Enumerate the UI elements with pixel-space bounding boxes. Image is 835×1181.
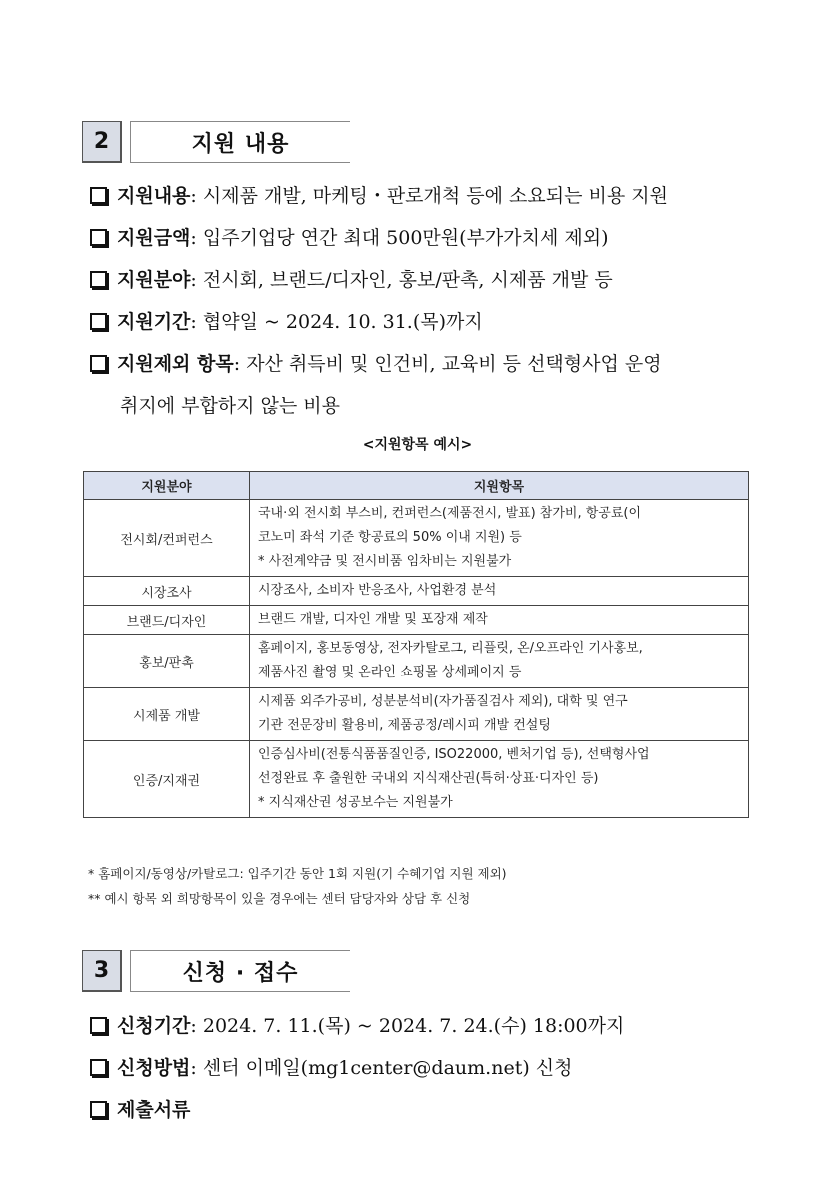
- checklist-item: [90, 266, 613, 294]
- items-line: * 사전계약금 및 전시비품 임차비는 지원불가: [258, 554, 512, 569]
- category-cell: 브랜드/디자인: [84, 606, 250, 635]
- item-label: 제출서류: [117, 1099, 191, 1121]
- column-header-category: 지원분야: [84, 472, 250, 500]
- checkbox-square-icon: [90, 1101, 107, 1118]
- checkbox-square-icon: [90, 229, 107, 246]
- checklist-item: [90, 1096, 190, 1124]
- item-label: 지원분야: [117, 269, 191, 291]
- category-cell: 전시회/컨퍼런스: [84, 500, 250, 577]
- item-label: 지원기간: [117, 311, 191, 333]
- checkbox-square-icon: [90, 355, 107, 372]
- item-continuation: 취지에 부합하지 않는 비용: [120, 395, 341, 417]
- items-line: 인증심사비(전통식품품질인증, ISO22000, 벤처기업 등), 선택형사업: [258, 747, 650, 762]
- table-row: [84, 635, 749, 688]
- item-label: 지원내용: [117, 185, 191, 207]
- table-row: [84, 577, 749, 606]
- category-cell: 시제품 개발: [84, 688, 250, 741]
- items-line: * 지식재산권 성공보수는 지원불가: [258, 795, 453, 810]
- checkbox-square-icon: [90, 271, 107, 288]
- table-header-row: [84, 472, 749, 500]
- table-note: * 홈페이지/동영상/카탈로그: 입주기간 동안 1회 지원(기 수혜기업 지원 제외): [88, 866, 507, 881]
- items-cell: [250, 635, 749, 688]
- items-cell: [250, 500, 749, 577]
- item-label: 신청방법: [117, 1057, 191, 1079]
- item-text: : 시제품 개발, 마케팅・판로개척 등에 소요되는 비용 지원: [190, 185, 668, 207]
- section-title: 지원 내용: [130, 121, 350, 163]
- section-number: 2: [82, 121, 122, 163]
- items-line: 코노미 좌석 기준 항공료의 50% 이내 지원) 등: [258, 530, 522, 545]
- checkbox-square-icon: [90, 313, 107, 330]
- table-row: [84, 688, 749, 741]
- items-line: 기관 전문장비 활용비, 제품공정/레시피 개발 컨설팅: [258, 718, 551, 733]
- item-label: 지원제외 항목: [117, 353, 234, 375]
- items-line: 시제품 외주가공비, 성분분석비(자가품질검사 제외), 대학 및 연구: [258, 694, 628, 709]
- category-cell: 홍보/판촉: [84, 635, 250, 688]
- table-note: ** 예시 항목 외 희망항목이 있을 경우에는 센터 담당자와 상담 후 신청: [88, 891, 471, 906]
- checkbox-square-icon: [90, 187, 107, 204]
- table-caption: <지원항목 예시>: [362, 437, 473, 453]
- table-row: [84, 741, 749, 818]
- support-items-table: [83, 471, 749, 818]
- checklist-item: [90, 1054, 573, 1082]
- items-cell: [250, 688, 749, 741]
- items-cell: [250, 577, 749, 606]
- item-text: : 전시회, 브랜드/디자인, 홍보/판촉, 시제품 개발 등: [190, 269, 613, 291]
- section-title: 신청 · 접수: [130, 950, 350, 992]
- section-2-header: [82, 121, 350, 163]
- checkbox-square-icon: [90, 1059, 107, 1076]
- item-text: : 2024. 7. 11.(목) ~ 2024. 7. 24.(수) 18:00까지: [190, 1015, 625, 1037]
- items-line: 시장조사, 소비자 반응조사, 사업환경 분석: [258, 583, 497, 598]
- checkbox-square-icon: [90, 1017, 107, 1034]
- items-cell: [250, 741, 749, 818]
- section-3-header: [82, 950, 350, 992]
- items-line: 브랜드 개발, 디자인 개발 및 포장재 제작: [258, 612, 488, 627]
- items-line: 홈페이지, 홍보동영상, 전자카탈로그, 리플릿, 온/오프라인 기사홍보,: [258, 641, 643, 656]
- table-row: [84, 606, 749, 635]
- checklist-item: [90, 308, 483, 336]
- checklist-item: [90, 224, 608, 252]
- table-row: [84, 500, 749, 577]
- item-text: : 자산 취득비 및 인건비, 교육비 등 선택형사업 운영: [233, 353, 662, 375]
- checklist-item: [90, 182, 668, 210]
- column-header-items: 지원항목: [250, 472, 749, 500]
- category-cell: 시장조사: [84, 577, 250, 606]
- item-label: 지원금액: [117, 227, 191, 249]
- checklist-item: [90, 350, 662, 378]
- item-text: : 센터 이메일(mg1center@daum.net) 신청: [190, 1057, 573, 1079]
- checklist-item: [90, 1012, 624, 1040]
- item-text: : 협약일 ~ 2024. 10. 31.(목)까지: [190, 311, 483, 333]
- item-label: 신청기간: [117, 1015, 191, 1037]
- section-number: 3: [82, 950, 122, 992]
- category-cell: 인증/지재권: [84, 741, 250, 818]
- items-line: 선정완료 후 출원한 국내외 지식재산권(특허·상표·디자인 등): [258, 771, 599, 786]
- items-cell: [250, 606, 749, 635]
- item-text: : 입주기업당 연간 최대 500만원(부가가치세 제외): [190, 227, 609, 249]
- items-line: 국내·외 전시회 부스비, 컨퍼런스(제품전시, 발표) 참가비, 항공료(이: [258, 506, 642, 521]
- items-line: 제품사진 촬영 및 온라인 쇼핑몰 상세페이지 등: [258, 665, 522, 680]
